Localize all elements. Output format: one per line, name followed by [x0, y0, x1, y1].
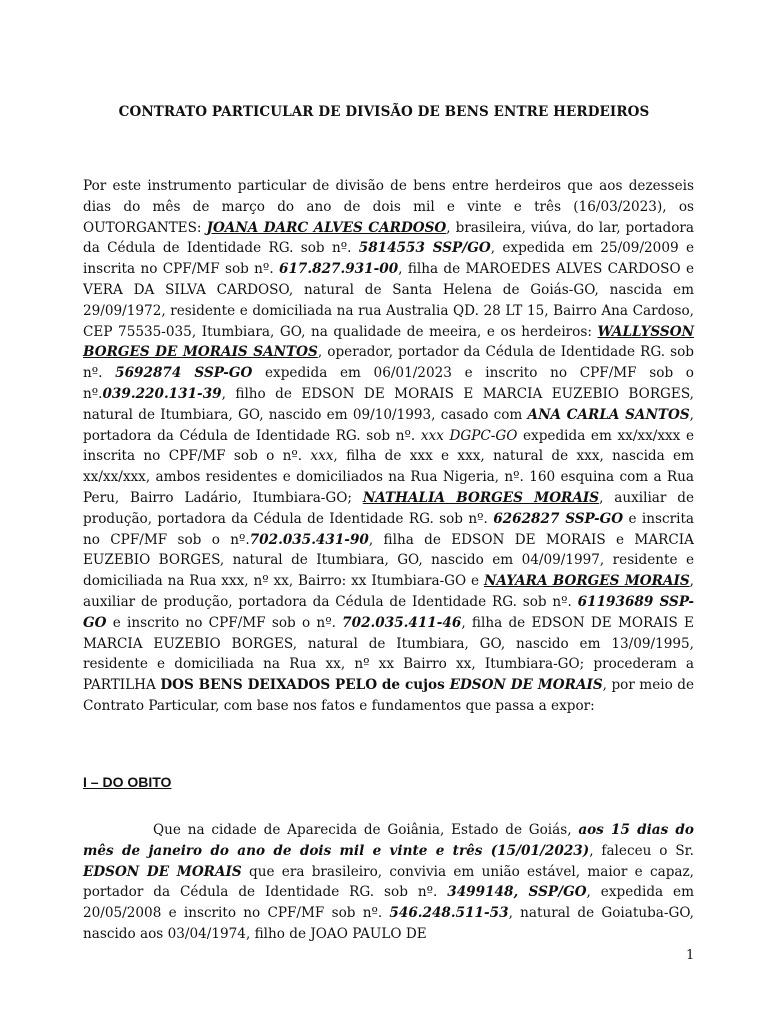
- text-run: que era brasileiro, convivia em união estável, maior e capaz, portador da Cédula de Identidade RG. sob nº.: [83, 863, 694, 901]
- text-run: , auxiliar de produção, portadora da Cédula de Identidade RG. sob nº.: [83, 489, 694, 527]
- section-heading-obito: I – DO OBITO: [83, 774, 172, 790]
- text-run: , portadora da Cédula de Identidade RG. sob nº.: [83, 406, 694, 444]
- text-run: expedida em xx/xx/xxx e inscrita no CPF/MF sob o nº.: [83, 427, 694, 465]
- emphasized-text: 039.220.131-39: [102, 385, 222, 402]
- text-run: , operador, portador da Cédula de Identidade RG. sob nº.: [83, 344, 694, 382]
- emphasized-text: JOANA DARC ALVES CARDOSO: [206, 219, 447, 236]
- text-run: , brasileira, viúva, do lar, portadora da Cédula de Identidade RG. sob nº.: [83, 219, 694, 257]
- emphasized-text: 6262827 SSP-GO: [493, 510, 624, 527]
- emphasized-text: EDSON DE MORAIS: [83, 863, 242, 880]
- emphasized-text: 3499148, SSP/GO: [447, 884, 587, 901]
- emphasized-text: aos 15 dias do mês de janeiro do ano de dois mil e vinte e três (15/01/2023): [83, 822, 694, 859]
- emphasized-text: 546.248.511-53: [389, 905, 509, 922]
- text-run: , faleceu o Sr.: [589, 842, 694, 859]
- text-run: , filha de EDSON DE MORAIS e MARCIA EUZEBIO BORGES, natural de Itumbiara, GO, nascido em 04/09/1997, residente e domiciliada na Rua xxx, nº xx, Bairro: xx Itumbiara-GO e: [83, 531, 694, 590]
- paragraph-parties: [83, 176, 694, 717]
- emphasized-text: EDSON DE MORAIS: [449, 677, 603, 694]
- emphasized-text: NATHALIA BORGES MORAIS: [362, 489, 600, 506]
- emphasized-text: ANA CARLA SANTOS: [527, 406, 690, 423]
- emphasized-text: WALLYSSON BORGES DE MORAIS SANTOS: [83, 323, 694, 361]
- text-run: expedida em 06/01/2023 e inscrito no CPF/MF sob o nº.: [83, 365, 694, 402]
- paragraph-obito: [83, 820, 694, 945]
- text-run: Que na cidade de Aparecida de Goiânia, Estado de Goiás,: [153, 822, 579, 838]
- emphasized-text: 617.827.931-00: [279, 261, 399, 278]
- page-number: 1: [686, 948, 695, 963]
- emphasized-text: 61193689 SSP-GO: [83, 593, 694, 631]
- emphasized-text: xxx DGPC-GO: [420, 427, 518, 444]
- emphasized-text: NAYARA BORGES MORAIS: [483, 573, 690, 590]
- text-run: , expedida em 20/05/2008 e inscrito no CPF/MF sob nº.: [83, 884, 694, 922]
- document-title: CONTRATO PARTICULAR DE DIVISÃO DE BENS ENTRE HERDEIROS: [118, 104, 650, 120]
- emphasized-text: 702.035.431-90: [249, 531, 369, 548]
- emphasized-text: DOS BENS DEIXADOS PELO de cujos: [160, 677, 450, 694]
- emphasized-text: xxx: [310, 448, 334, 465]
- emphasized-text: 5814553 SSP/GO: [358, 240, 491, 257]
- text-run: , filha de MAROEDES ALVES CARDOSO e VERA DA SILVA CARDOSO, natural de Santa Helena de Goiás-GO, nascida em 29/09/1972, residente e domiciliada na rua Australia QD. 28 LT 15, Bairro Ana Cardoso, CEP 75535-035, Itumbiara, GO, na qualidade de meeira, e os herdeiros:: [83, 261, 694, 340]
- text-run: e inscrita no CPF/MF sob o nº.: [83, 510, 695, 548]
- text-run: e inscrito no CPF/MF sob o nº.: [106, 614, 343, 631]
- text-run: , filha de EDSON DE MORAIS E MARCIA EUZEBIO BORGES, natural de Itumbiara, GO, nascido em 13/09/1995, residente e domiciliada na Rua xx, nº xx Bairro xx, Itumbiara-GO; procederam a PARTILHA: [83, 614, 694, 694]
- emphasized-text: 5692874 SSP-GO: [115, 365, 253, 382]
- text-run: , natural de Goiatuba-GO, nascido aos 03/04/1974, filho de JOAO PAULO DE: [83, 905, 694, 942]
- emphasized-text: 702.035.411-46: [342, 614, 462, 631]
- text-run: , auxiliar de produção, portadora da Cédula de Identidade RG. sob nº.: [83, 573, 694, 610]
- text-run: , por meio de Contrato Particular, com base nos fatos e fundamentos que passa a expor:: [83, 677, 694, 714]
- text-run: , filho de EDSON DE MORAIS E MARCIA EUZEBIO BORGES, natural de Itumbiara, GO, nascido em 09/10/1993, casado com: [83, 385, 694, 423]
- text-run: Por este instrumento particular de divisão de bens entre herdeiros que aos dezesseis dias do mês de março do ano de dois mil e vinte e três (16/03/2023), os OUTORGANTES:: [83, 178, 694, 236]
- text-run: , expedida em 25/09/2009 e inscrita no CPF/MF sob nº.: [83, 240, 695, 278]
- text-run: , filha de xxx e xxx, natural de xxx, nascida em xx/xx/xxx, ambos residentes e domiciliados na Rua Nigeria, nº. 160 esquina com a Rua Peru, Bairro Ladário, Itumbiara-GO;: [83, 448, 694, 506]
